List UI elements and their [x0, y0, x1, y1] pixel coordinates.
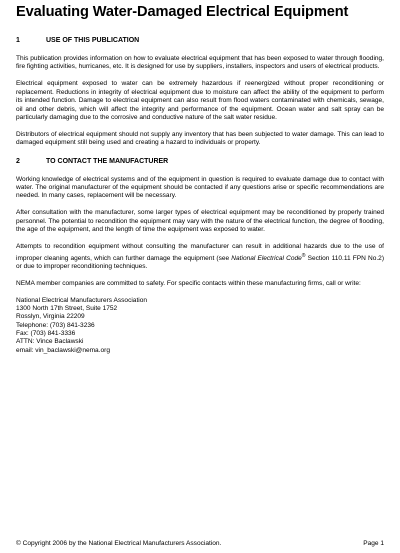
- nec-text-after: Section 110.11 FPN No.2) or due to improper reconditioning techniques.: [16, 254, 384, 271]
- section-2-paragraph-4: NEMA member companies are committed to safety. For specific contacts within these manufacturing firms, call or write:: [16, 279, 361, 287]
- section-2-paragraph-2: After consultation with the manufacturer, some larger types of electrical equipment may be reconditioned by properly trained personnel. The potential to recondition the equipment may vary with the nature of the electrical function, the degree of flooding, the age of the equipment, and the length of time the equipment was exposed to water.: [16, 209, 384, 234]
- page-number: Page 1: [363, 540, 384, 547]
- address-attn: ATTN: Vince Baclawski: [16, 338, 84, 346]
- section-2-title: TO CONTACT THE MANUFACTURER: [46, 157, 169, 165]
- section-1-paragraph-1: This publication provides information on how to evaluate electrical equipment that has been exposed to water through flooding, fire fighting activities, hurricanes, etc. It is designed for use by suppliers, installers, inspectors and users of electrical products.: [16, 55, 384, 71]
- section-1-title: USE OF THIS PUBLICATION: [46, 37, 140, 44]
- section-1-heading: [16, 36, 384, 45]
- section-2-number: 2: [16, 157, 20, 165]
- address-email: email: vin_baclawski@nema.org: [16, 346, 110, 354]
- section-1-paragraph-3: Distributors of electrical equipment should not supply any inventory that has been subjected to water damage. This can lead to damaged equipment still being used and creating a hazard to individuals or property.: [16, 130, 384, 147]
- section-2-paragraph-3: [16, 243, 384, 271]
- registered-mark: ®: [301, 252, 306, 259]
- section-1-paragraph-2: Electrical equipment exposed to water can be extremely hazardous if reenergized without proper reconditioning or replacement. Reductions in integrity of electrical equipment due to moisture can affect the ability of the equipment to perform its intended function. Damage to electrical equipment can also result from flood waters contaminated with chemicals, sewage, oil and other debris, which will affect the integrity and performance of the equipment. Ocean water and salt spray can be particularly damaging due to the corrosive and conductive nature of the salt water residue.: [16, 80, 384, 121]
- address-org: National Electrical Manufacturers Association: [16, 296, 147, 304]
- section-2-heading: [16, 157, 384, 166]
- address-telephone: Telephone: (703) 841-3236: [16, 321, 95, 329]
- contact-address: [16, 297, 384, 355]
- address-street: 1300 North 17th Street, Suite 1752: [16, 305, 118, 313]
- document-title: Evaluating Water-Damaged Electrical Equipment: [16, 4, 349, 20]
- section-2-paragraph-1: Working knowledge of electrical systems and of the equipment in question is required to evaluate damage due to contact with water. The original manufacturer of the equipment should be contacted if any questions arise or specific recommendations are needed. In many cases, replacement will be necessary.: [16, 175, 384, 200]
- page-footer: [16, 540, 384, 548]
- copyright-notice: © Copyright 2006 by the National Electrical Manufacturers Association.: [16, 540, 222, 547]
- address-city: Rosslyn, Virginia 22209: [16, 313, 85, 321]
- section-1-number: 1: [16, 37, 20, 44]
- nec-reference: National Electrical Code: [231, 254, 302, 262]
- nec-text-before: Attempts to recondition equipment without consulting the manufacturer can result in additional hazards due to the use of improper cleaning agents, which can further damage the equipment (see: [16, 243, 384, 262]
- address-fax: Fax: (703) 841-3336: [16, 330, 76, 338]
